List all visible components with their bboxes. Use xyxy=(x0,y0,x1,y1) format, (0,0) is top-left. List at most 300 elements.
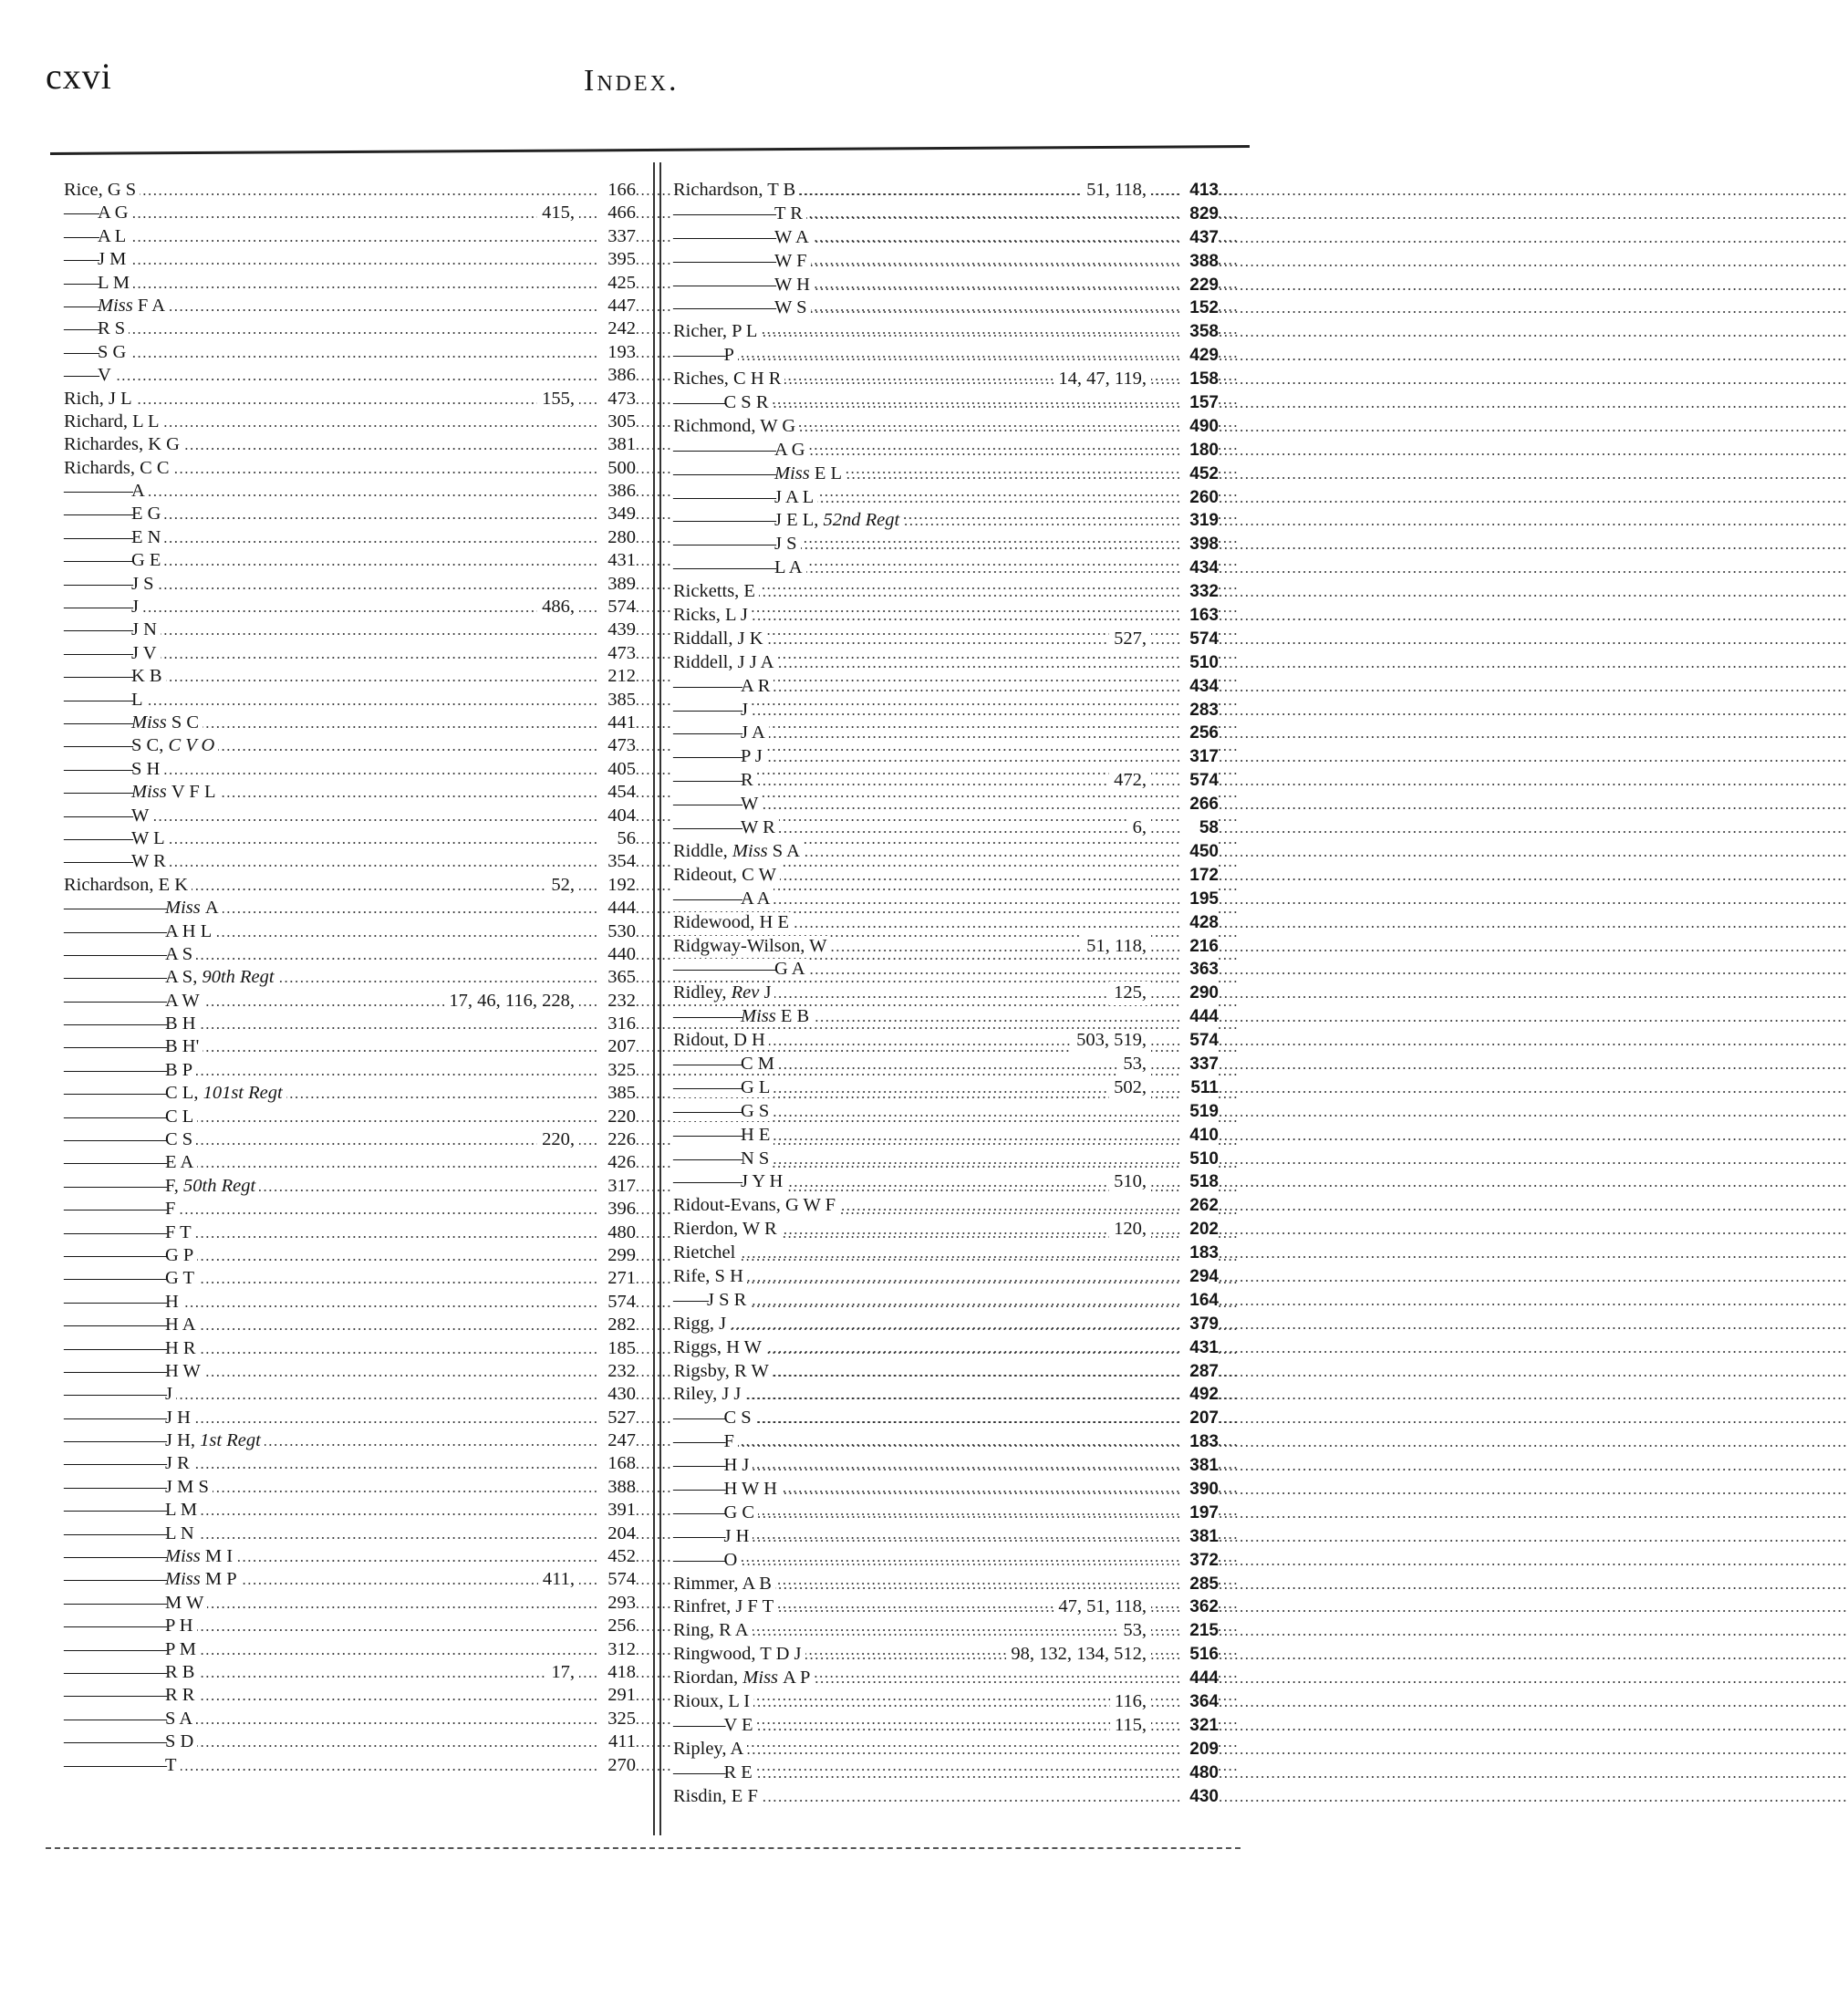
index-entry xyxy=(673,1360,1219,1384)
entry-name: ——————L N xyxy=(64,1523,198,1543)
index-entry xyxy=(64,503,636,525)
entry-name: Richardson, E K xyxy=(64,875,192,895)
entry-page: 429 xyxy=(1180,344,1219,368)
index-entry xyxy=(64,1291,636,1314)
entry-extra-pages: 116, xyxy=(1110,1690,1151,1714)
entry-name: ————G E xyxy=(64,550,164,570)
entry-name: ————Miss S C xyxy=(64,712,202,733)
entry-name: ——————J A L xyxy=(673,487,817,507)
entry-extra-pages: 17, 46, 116, 228, xyxy=(444,990,579,1013)
footer-rule xyxy=(46,1847,1241,1850)
index-entry xyxy=(64,943,636,966)
index-entry xyxy=(673,1076,1219,1100)
entry-name: ———R E xyxy=(673,1762,756,1782)
index-entry xyxy=(673,935,1219,959)
entry-page: 56 xyxy=(597,827,636,850)
entry-name: ——————J R xyxy=(64,1453,193,1473)
leader-dots xyxy=(64,179,597,202)
entry-page: 256 xyxy=(597,1615,636,1637)
entry-name: ————W L xyxy=(64,828,169,848)
entry-name: ——A G xyxy=(64,203,132,223)
leader-dots xyxy=(673,344,1169,368)
entry-page: 473 xyxy=(597,642,636,665)
entry-name: ————H E xyxy=(673,1125,773,1145)
entry-page: 337 xyxy=(597,225,636,248)
index-entry xyxy=(64,665,636,688)
index-entry xyxy=(673,840,1219,864)
entry-name: ——————T xyxy=(64,1755,181,1775)
entry-name: ———H J xyxy=(673,1455,753,1475)
entry-page: 411 xyxy=(597,1730,636,1753)
index-entry xyxy=(64,689,636,712)
index-entry xyxy=(673,604,1219,628)
entry-page: 410 xyxy=(1180,1124,1219,1148)
entry-name: ———H W H xyxy=(673,1479,781,1499)
entry-name: Rigsby, R W xyxy=(673,1361,773,1381)
page-title: Index. xyxy=(584,64,680,98)
entry-page: 500 xyxy=(597,457,636,480)
entry-name: ————A xyxy=(64,481,149,501)
leader-dots xyxy=(64,248,597,271)
entry-page: 480 xyxy=(1180,1761,1219,1785)
entry-page: 260 xyxy=(1180,486,1219,510)
entry-page: 291 xyxy=(597,1684,636,1707)
entry-name: Richard, L L xyxy=(64,411,163,431)
entry-name: ————L xyxy=(64,690,147,710)
entry-name: Rioux, L I xyxy=(673,1691,753,1711)
leader-dots xyxy=(64,388,597,410)
index-entry xyxy=(673,1525,1219,1549)
index-entry xyxy=(673,1265,1219,1289)
entry-page: 418 xyxy=(597,1661,636,1684)
entry-page: 381 xyxy=(1180,1525,1219,1549)
index-entry xyxy=(673,391,1219,415)
index-entry xyxy=(673,179,1219,203)
index-entry xyxy=(673,203,1219,226)
entry-page: 163 xyxy=(1180,604,1219,628)
entry-name: ———F xyxy=(673,1431,738,1451)
index-entry xyxy=(64,1314,636,1336)
entry-page: 385 xyxy=(597,1082,636,1105)
entry-extra-pages: 120, xyxy=(1109,1218,1151,1242)
entry-page: 185 xyxy=(597,1337,636,1360)
index-entry xyxy=(64,1708,636,1730)
leader-dots xyxy=(64,202,597,224)
entry-page: 386 xyxy=(597,364,636,387)
index-entry xyxy=(673,628,1219,651)
entry-name: Ring, R A xyxy=(673,1620,753,1640)
entry-page: 183 xyxy=(1180,1242,1219,1265)
entry-extra-pages: 472, xyxy=(1109,769,1151,793)
entry-page: 510 xyxy=(1180,1148,1219,1171)
entry-name: Rideout, C W xyxy=(673,865,780,885)
entry-name: ————K B xyxy=(64,666,166,686)
index-entry xyxy=(64,827,636,850)
entry-name: ————W R xyxy=(64,851,170,871)
entry-page: 220 xyxy=(597,1106,636,1128)
index-entry xyxy=(64,1592,636,1615)
entry-page: 195 xyxy=(1180,888,1219,911)
entry-name: ————J V xyxy=(64,643,161,663)
entry-page: 202 xyxy=(1180,1218,1219,1242)
entry-page: 434 xyxy=(1180,675,1219,699)
entry-name: ——————A S xyxy=(64,944,196,964)
entry-extra-pages: 220, xyxy=(537,1128,579,1151)
entry-page: 452 xyxy=(597,1545,636,1568)
entry-page: 381 xyxy=(597,433,636,456)
index-entry xyxy=(673,1170,1219,1194)
entry-name: ——————Miss E L xyxy=(673,463,846,483)
entry-page: 492 xyxy=(1180,1383,1219,1407)
index-entry xyxy=(673,958,1219,982)
entry-name: Richardson, T B xyxy=(673,180,799,200)
entry-page: 319 xyxy=(1180,509,1219,533)
index-entry xyxy=(673,1029,1219,1053)
entry-page: 405 xyxy=(597,758,636,781)
entry-extra-pages: 510, xyxy=(1109,1170,1151,1194)
entry-page: 207 xyxy=(1180,1407,1219,1430)
index-entry xyxy=(64,526,636,549)
index-entry xyxy=(673,1549,1219,1573)
entry-page: 444 xyxy=(597,897,636,920)
index-entry xyxy=(64,1267,636,1290)
entry-name: ——————J xyxy=(64,1384,176,1404)
entry-name: Ripley, A xyxy=(673,1739,747,1759)
index-entry xyxy=(64,433,636,456)
entry-page: 437 xyxy=(1180,226,1219,250)
index-entry xyxy=(673,793,1219,816)
entry-name: ——————R R xyxy=(64,1685,198,1705)
entry-name: Rife, S H xyxy=(673,1266,747,1286)
entry-page: 293 xyxy=(597,1592,636,1615)
index-entry xyxy=(673,1595,1219,1619)
entry-page: 473 xyxy=(597,734,636,757)
entry-name: ————W xyxy=(673,794,762,814)
entry-name: Ridout-Evans, G W F xyxy=(673,1195,839,1215)
entry-page: 516 xyxy=(1180,1643,1219,1667)
index-entry xyxy=(64,920,636,943)
entry-page: 431 xyxy=(597,549,636,572)
leader-dots xyxy=(673,1242,1169,1265)
entry-name: ————G L xyxy=(673,1077,773,1097)
leader-dots xyxy=(673,1738,1169,1761)
index-entry xyxy=(64,179,636,202)
entry-page: 452 xyxy=(1180,462,1219,486)
index-entry xyxy=(673,250,1219,274)
entry-page: 379 xyxy=(1180,1313,1219,1336)
entry-name: Ridgway-Wilson, W xyxy=(673,936,830,956)
entry-name: ———C S xyxy=(673,1408,755,1428)
entry-page: 215 xyxy=(1180,1619,1219,1643)
index-entry xyxy=(64,874,636,897)
index-entry xyxy=(64,295,636,317)
index-entry xyxy=(64,850,636,873)
entry-name: ——————F T xyxy=(64,1222,195,1242)
index-entry xyxy=(64,596,636,618)
entry-extra-pages: 52, xyxy=(546,874,579,897)
entry-name: ——————C S xyxy=(64,1129,196,1149)
index-entry xyxy=(64,272,636,295)
entry-name: Rigg, J xyxy=(673,1314,730,1334)
entry-name: ——————W A xyxy=(673,227,813,247)
entry-name: Rietchel xyxy=(673,1242,739,1262)
entry-page: 413 xyxy=(1180,179,1219,203)
entry-name: ———C S R xyxy=(673,392,773,412)
entry-page: 574 xyxy=(1180,628,1219,651)
entry-name: ——————A S, 90th Regt xyxy=(64,967,278,987)
leader-dots xyxy=(64,341,597,364)
index-entry xyxy=(673,1242,1219,1265)
index-entry xyxy=(64,1151,636,1174)
entry-name: ————G S xyxy=(673,1101,773,1121)
entry-page: 294 xyxy=(1180,1265,1219,1289)
index-entry xyxy=(64,1244,636,1267)
entry-name: Riddell, J J A xyxy=(673,652,778,672)
entry-name: ————R xyxy=(673,770,757,790)
entry-name: Ridewood, H E xyxy=(673,912,793,932)
entry-name: ——————P M xyxy=(64,1639,200,1659)
index-column-left xyxy=(64,179,636,1777)
entry-page: 321 xyxy=(1180,1714,1219,1738)
entry-name: Rich, J L xyxy=(64,389,136,409)
entry-page: 519 xyxy=(1180,1100,1219,1124)
index-entry xyxy=(673,580,1219,604)
entry-name: ——————S D xyxy=(64,1731,197,1751)
index-entry xyxy=(673,888,1219,911)
entry-name: ————A R xyxy=(673,676,773,696)
index-entry xyxy=(64,1522,636,1545)
index-entry xyxy=(673,1454,1219,1478)
entry-page: 362 xyxy=(1180,1595,1219,1619)
header-rule xyxy=(50,145,1250,155)
index-entry xyxy=(64,1013,636,1035)
entry-extra-pages: 411, xyxy=(538,1568,579,1591)
index-entry xyxy=(673,368,1219,391)
entry-name: ——————S A xyxy=(64,1709,196,1729)
entry-page: 164 xyxy=(1180,1289,1219,1313)
entry-page: 574 xyxy=(1180,1029,1219,1053)
entry-name: ——————Miss M I xyxy=(64,1546,236,1566)
index-entry xyxy=(64,1568,636,1591)
index-entry xyxy=(673,1761,1219,1785)
entry-page: 280 xyxy=(597,526,636,549)
entry-name: Riches, C H R xyxy=(673,369,784,389)
entry-extra-pages: 125, xyxy=(1109,982,1151,1005)
index-entry xyxy=(673,320,1219,344)
entry-page: 574 xyxy=(597,1291,636,1314)
entry-page: 389 xyxy=(597,573,636,596)
index-entry xyxy=(64,897,636,920)
index-entry xyxy=(64,1198,636,1221)
index-entry xyxy=(64,1059,636,1082)
entry-name: ——————W S xyxy=(673,297,811,317)
entry-extra-pages: 155, xyxy=(537,388,579,410)
entry-page: 349 xyxy=(597,503,636,525)
entry-page: 152 xyxy=(1180,296,1219,320)
index-entry xyxy=(673,816,1219,840)
entry-page: 197 xyxy=(1180,1501,1219,1525)
entry-name: Riley, J J xyxy=(673,1384,744,1404)
entry-page: 430 xyxy=(597,1383,636,1406)
index-entry xyxy=(673,745,1219,769)
leader-dots xyxy=(64,225,597,248)
entry-name: Richards, C C xyxy=(64,458,173,478)
entry-name: Ridout, D H xyxy=(673,1030,769,1050)
entry-name: ————J xyxy=(64,597,142,617)
entry-name: ——V xyxy=(64,365,115,385)
entry-page: 232 xyxy=(597,1360,636,1383)
index-entry xyxy=(64,1407,636,1429)
entry-page: 385 xyxy=(597,689,636,712)
entry-page: 207 xyxy=(597,1035,636,1058)
entry-page: 172 xyxy=(1180,864,1219,888)
index-entry xyxy=(64,1452,636,1475)
index-entry xyxy=(673,439,1219,462)
entry-name: ——————A G xyxy=(673,440,809,460)
entry-page: 158 xyxy=(1180,368,1219,391)
entry-page: 332 xyxy=(1180,580,1219,604)
leader-dots xyxy=(673,1430,1169,1454)
entry-page: 299 xyxy=(597,1244,636,1267)
index-entry xyxy=(64,618,636,641)
index-entry xyxy=(64,1684,636,1707)
index-entry xyxy=(673,296,1219,320)
entry-name: ——J M xyxy=(64,249,130,269)
entry-page: 180 xyxy=(1180,439,1219,462)
entry-name: Richardes, K G xyxy=(64,434,183,454)
entry-page: 510 xyxy=(1180,651,1219,675)
entry-page: 428 xyxy=(1180,911,1219,935)
entry-page: 530 xyxy=(597,920,636,943)
entry-page: 511 xyxy=(1180,1076,1219,1100)
entry-name: ——R S xyxy=(64,318,129,338)
index-entry xyxy=(64,990,636,1013)
leader-dots xyxy=(673,1313,1169,1336)
leader-dots xyxy=(673,1383,1169,1407)
leader-dots xyxy=(673,1265,1169,1289)
entry-name: ——————L M xyxy=(64,1500,201,1520)
index-entry xyxy=(673,1313,1219,1336)
entry-name: ———J H xyxy=(673,1526,753,1546)
index-entry xyxy=(673,1478,1219,1501)
index-entry xyxy=(673,1053,1219,1076)
entry-extra-pages: 115, xyxy=(1110,1714,1151,1738)
index-entry xyxy=(64,1128,636,1151)
index-entry xyxy=(64,734,636,757)
entry-name: ————J A xyxy=(673,722,769,743)
index-entry xyxy=(673,1407,1219,1430)
entry-name: ——————W F xyxy=(673,251,811,271)
entry-page: 490 xyxy=(1180,415,1219,439)
leader-dots xyxy=(64,364,597,387)
entry-page: 226 xyxy=(597,1128,636,1151)
index-entry xyxy=(673,1690,1219,1714)
index-entry xyxy=(64,1429,636,1452)
entry-name: ——————H xyxy=(64,1292,182,1312)
entry-extra-pages: 486, xyxy=(537,596,579,618)
entry-page: 447 xyxy=(597,295,636,317)
index-entry xyxy=(673,1194,1219,1218)
entry-name: ——————B P xyxy=(64,1060,196,1080)
index-entry xyxy=(64,712,636,734)
entry-page: 440 xyxy=(597,943,636,966)
index-entry xyxy=(64,1661,636,1684)
index-entry xyxy=(64,573,636,596)
index-entry xyxy=(64,341,636,364)
index-entry xyxy=(673,226,1219,250)
index-entry xyxy=(64,1754,636,1777)
entry-name: Risdin, E F xyxy=(673,1786,762,1806)
entry-name: ————Miss E B xyxy=(673,1006,813,1026)
entry-page: 439 xyxy=(597,618,636,641)
index-entry xyxy=(673,486,1219,510)
entry-page: 270 xyxy=(597,1754,636,1777)
entry-name: ——————B H xyxy=(64,1013,200,1034)
entry-name: ——————A W xyxy=(64,991,203,1011)
index-entry xyxy=(64,248,636,271)
entry-name: ——————E A xyxy=(64,1152,197,1172)
entry-page: 305 xyxy=(597,410,636,433)
entry-name: Ricks, L J xyxy=(673,605,752,625)
entry-extra-pages: 51, 118, xyxy=(1082,179,1151,203)
entry-page: 444 xyxy=(1180,1667,1219,1690)
entry-page: 316 xyxy=(597,1013,636,1035)
entry-name: ——————C L, 101st Regt xyxy=(64,1083,286,1103)
entry-name: ——————M W xyxy=(64,1593,207,1613)
index-entry xyxy=(673,1289,1219,1313)
entry-extra-pages: 415, xyxy=(537,202,579,224)
index-entry xyxy=(673,415,1219,439)
entry-page: 337 xyxy=(1180,1053,1219,1076)
entry-name: ——————J H xyxy=(64,1408,194,1428)
entry-page: 365 xyxy=(597,966,636,989)
entry-page: 480 xyxy=(597,1221,636,1244)
entry-name: ————A A xyxy=(673,888,773,909)
index-entry xyxy=(673,769,1219,793)
index-entry xyxy=(64,758,636,781)
index-entry xyxy=(673,344,1219,368)
index-entry xyxy=(64,642,636,665)
entry-extra-pages: 51, 118, xyxy=(1082,935,1151,959)
entry-name: ————C M xyxy=(673,1054,778,1074)
index-entry xyxy=(673,1124,1219,1148)
entry-extra-pages: 14, 47, 119, xyxy=(1054,368,1151,391)
index-entry xyxy=(673,1643,1219,1667)
entry-name: Ricketts, E xyxy=(673,581,759,601)
entry-page: 354 xyxy=(597,850,636,873)
entry-page: 242 xyxy=(597,317,636,340)
entry-page: 574 xyxy=(1180,769,1219,793)
index-entry xyxy=(64,781,636,804)
entry-name: ——S G xyxy=(64,342,130,362)
entry-page: 192 xyxy=(597,874,636,897)
index-entry xyxy=(64,317,636,340)
entry-name: ——————T R xyxy=(673,203,806,223)
entry-name: Ridley, Rev J xyxy=(673,982,774,1003)
entry-name: ——————Miss M P xyxy=(64,1569,241,1589)
entry-name: ————J N xyxy=(64,619,161,639)
entry-name: ——————B H' xyxy=(64,1036,202,1056)
entry-name: ———V E xyxy=(673,1715,757,1735)
index-entry xyxy=(673,1667,1219,1690)
entry-page: 271 xyxy=(597,1267,636,1290)
index-entry xyxy=(673,699,1219,722)
index-entry xyxy=(673,1501,1219,1525)
entry-name: ————W xyxy=(64,805,152,826)
entry-page: 395 xyxy=(597,248,636,271)
index-entry xyxy=(64,1106,636,1128)
entry-name: ————E N xyxy=(64,527,164,547)
